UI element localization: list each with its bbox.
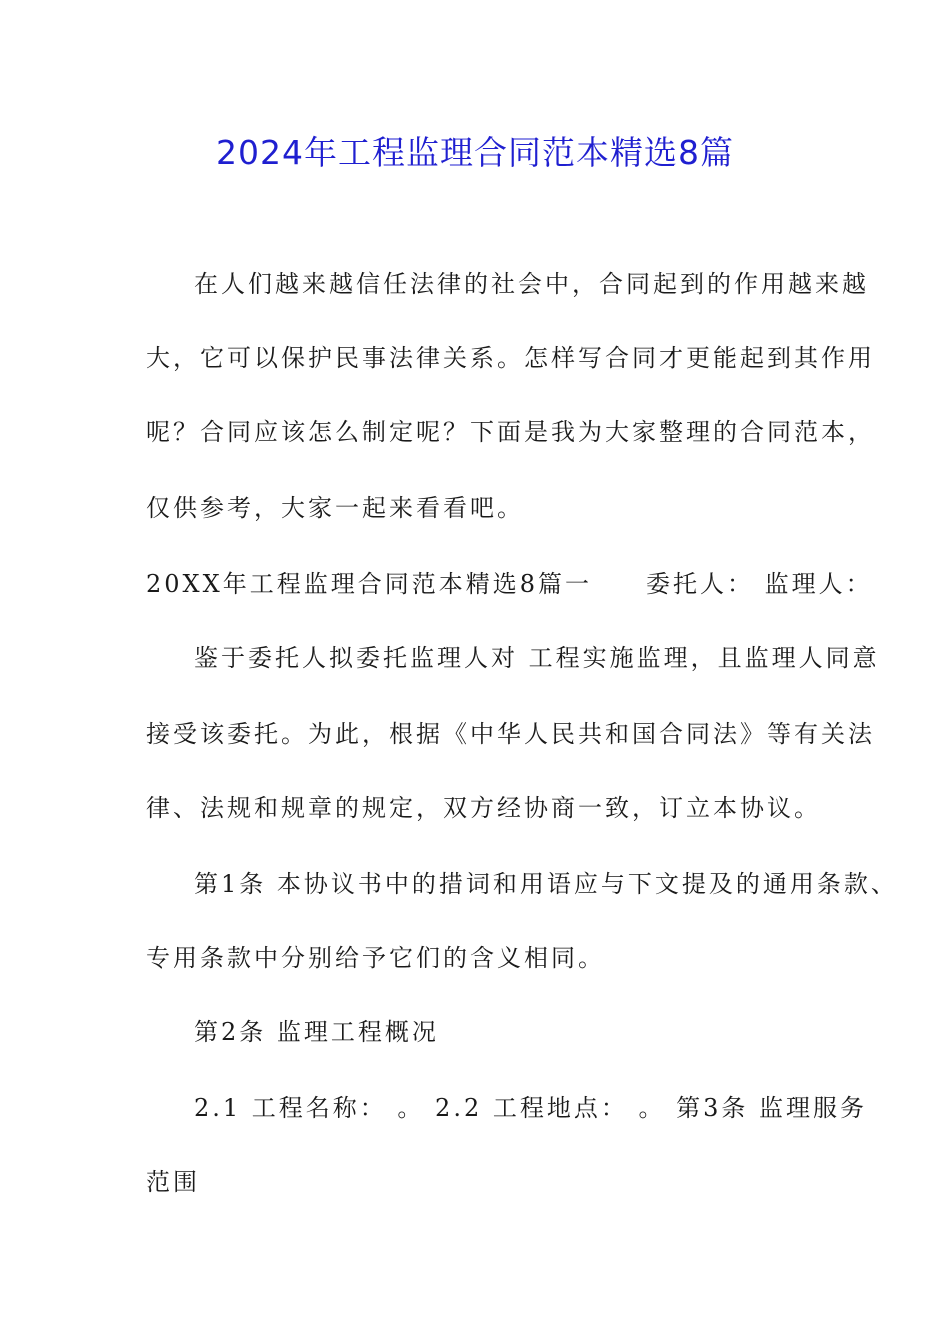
article-1-line-1: 第1条 本协议书中的措词和用语应与下文提及的通用条款、: [194, 870, 898, 898]
article-2-heading: 第2条 监理工程概况: [194, 1018, 439, 1046]
paragraph-line-7: 律、法规和规章的规定，双方经协商一致，订立本协议。: [146, 794, 821, 822]
article-1-line-2: 专用条款中分别给予它们的含义相同。: [146, 944, 605, 972]
paragraph-line-4: 仅供参考，大家一起来看看吧。: [146, 494, 524, 522]
article-2-details-line-1: 2.1 工程名称： 。 2.2 工程地点： 。 第3条 监理服务: [194, 1094, 868, 1122]
section-heading-line: 20XX年工程监理合同范本精选8篇一 委托人： 监理人：: [146, 570, 873, 598]
article-2-details-line-2: 范围: [146, 1168, 200, 1196]
paragraph-line-1: 在人们越来越信任法律的社会中，合同起到的作用越来越: [194, 270, 869, 298]
document-title: 2024年工程监理合同范本精选8篇: [216, 133, 734, 172]
paragraph-line-6: 接受该委托。为此，根据《中华人民共和国合同法》等有关法: [146, 720, 875, 748]
paragraph-line-5: 鉴于委托人拟委托监理人对 工程实施监理，且监理人同意: [194, 644, 880, 672]
paragraph-line-3: 呢？合同应该怎么制定呢？下面是我为大家整理的合同范本，: [146, 418, 875, 446]
paragraph-line-2: 大，它可以保护民事法律关系。怎样写合同才更能起到其作用: [146, 344, 875, 372]
